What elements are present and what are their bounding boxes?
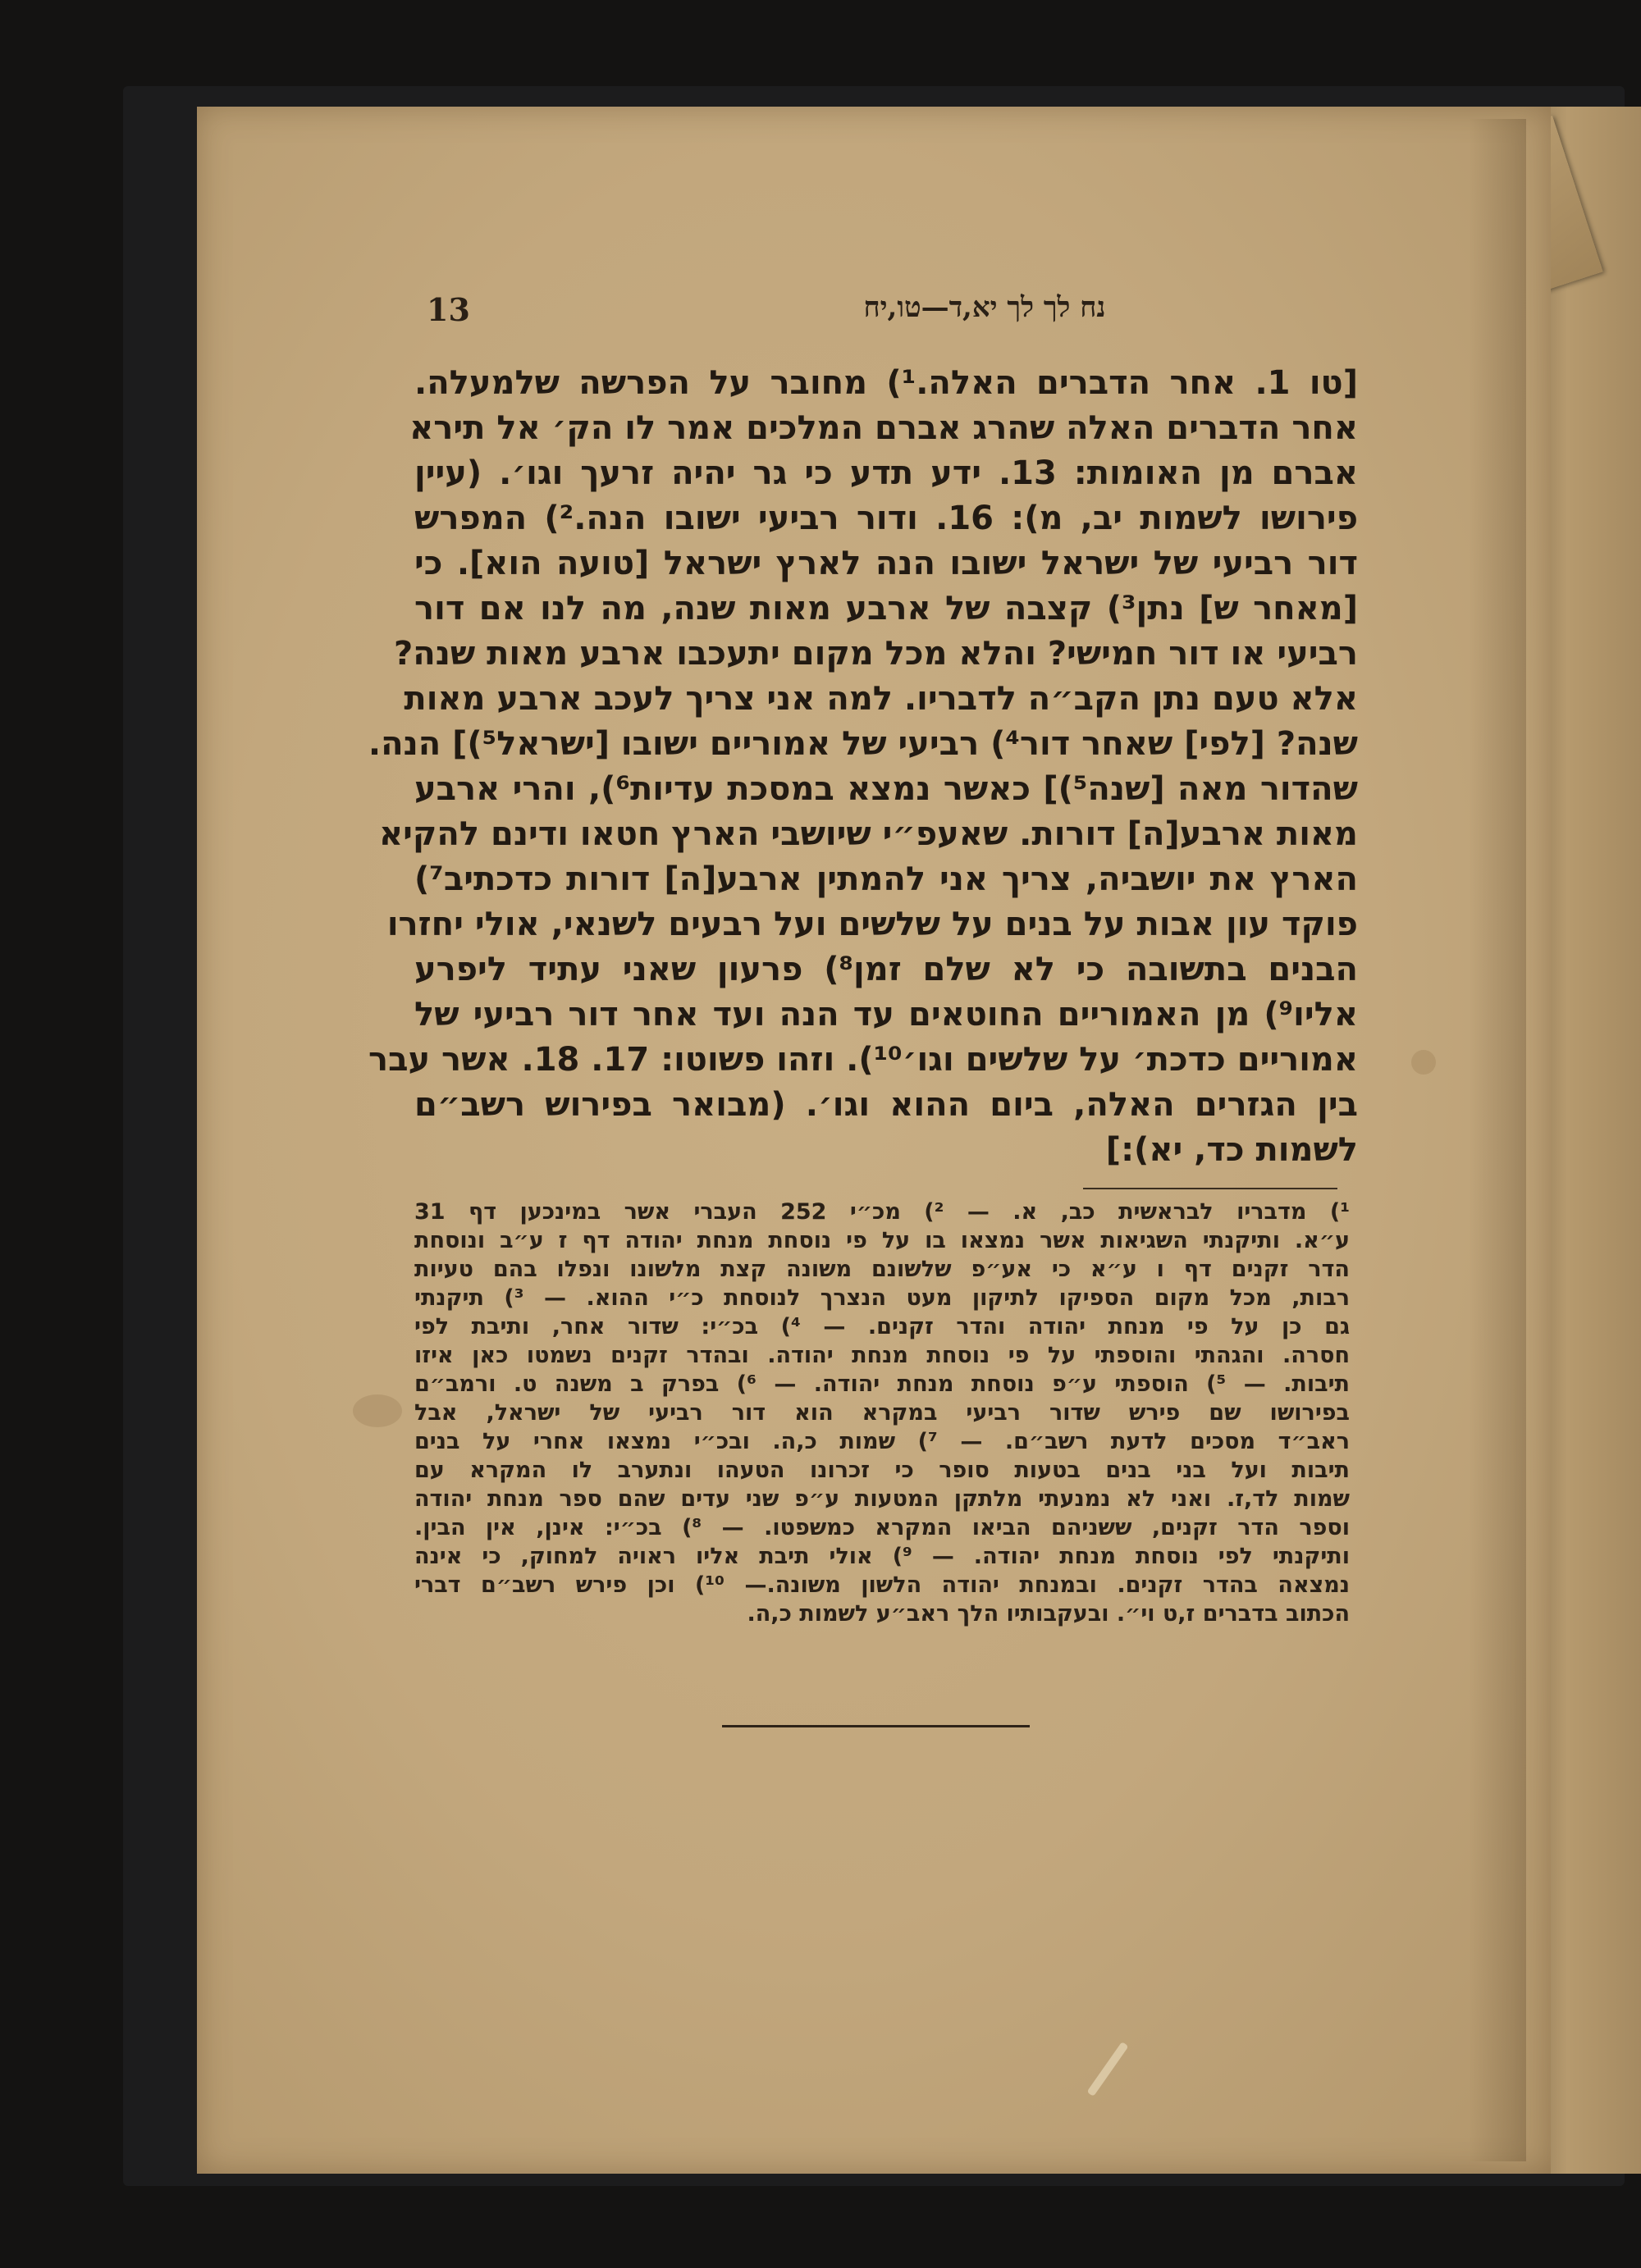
- text-line: מאות ארבע[ה] דורות. שאעפ״י שיושבי הארץ חטאו ודינם להקיא: [379, 815, 1358, 853]
- footnote-line: תיבות ועל בני בנים בטעות סופר כי זכרונו הטעהו ונתערב לו המקרא עם: [414, 1458, 1350, 1483]
- footnote-line: ראב״ד מסכים לדעת רשב״ם. — ⁷) שמות כ,ה. ובכ״י נמצאו אחרי על בנים: [414, 1429, 1350, 1454]
- main-text-block: [368, 361, 1359, 1173]
- footnote-line: ¹) מדבריו לבראשית כב, א. — ²) מכ״י 252 העברי אשר במינכען דף 31: [414, 1199, 1351, 1225]
- footnote-line: גם כן על פי מנחת יהודה והדר זקנים. — ⁴) בכ״י: שדור אחר, ותיבת לפי: [414, 1314, 1351, 1339]
- text-line: פוקד עון אבות על בנים על שלשים ועל רבעים לשנאי, אולי יחזרו: [386, 906, 1358, 943]
- footnote-line: הכתוב בדברים ז,ט וי״. ובעקבותיו הלך ראב״ע לשמות כ,ה.: [747, 1601, 1350, 1627]
- running-head: נח לך לך יא,ד—טו,יח: [863, 291, 1106, 324]
- text-line: [מאחר ש] נתן³) קצבה של ארבע מאות שנה, מה לנו אם דור: [414, 590, 1359, 627]
- footnote-line: נמצאה בהדר זקנים. ובמנחת יהודה הלשון משונה.— ¹⁰) וכן פירש רשב״ם דברי: [414, 1572, 1350, 1598]
- footnote-line: ע״א. ותיקנתי השגיאות אשר נמצאו בו על פי נוסחת מנחת יהודה דף ז ע״ב ונוסחת: [414, 1228, 1350, 1253]
- text-line: בין הגזרים האלה, ביום ההוא וגו׳. (מבואר בפירוש רשב״ם: [414, 1086, 1358, 1124]
- footnote-line: הדר זקנים דף ו ע״א כי אע״פ שלשונם משונה קצת מלשונו ונפלו בהם טעיות: [414, 1257, 1350, 1282]
- page-stain: [1411, 1050, 1436, 1075]
- text-line: רביעי או דור חמישי? והלא מכל מקום יתעכבו ארבע מאות שנה?: [394, 635, 1358, 673]
- text-line: [טו 1. אחר הדברים האלה.¹) מחובר על הפרשה שלמעלה.: [414, 364, 1358, 402]
- page-stain: [353, 1394, 402, 1427]
- footnote-line: חסרה. והגהתי והוספתי על פי נוסחת מנחת יהודה. ובהדר זקנים נשמטו כאן איזו: [414, 1343, 1350, 1368]
- text-line: דור רביעי של ישראל ישובו הנה לארץ ישראל [טועה הוא]. כי: [414, 545, 1358, 582]
- footnote-line: ותיקנתי לפי נוסחת מנחת יהודה. — ⁹) אולי תיבת אליו ראויה למחוק, כי אינה: [414, 1544, 1350, 1569]
- footnotes-block: [414, 1198, 1350, 1628]
- text-line: לשמות כד, יא):]: [1105, 1131, 1358, 1169]
- text-line: הבנים בתשובה כי לא שלם זמן⁸) פרעון שאני עתיד ליפרע: [414, 951, 1358, 988]
- text-line: אברם מן האומות: 13. ידע תדע כי גר יהיה זרעך וגו׳. (עיין: [414, 454, 1359, 492]
- footnote-line: וספר הדר זקנים, ששניהם הביאו המקרא כמשפטו. — ⁸) בכ״י: אינן, אין הבין.: [414, 1515, 1350, 1540]
- footnote-line: בפירושו שם פירש שדור רביעי במקרא הוא דור רביעי של ישראל, אבל: [414, 1400, 1350, 1426]
- text-line: שנה? [לפי] שאחר דור⁴) רביעי של אמוריים ישובו [ישראל⁵)] הנה.: [368, 725, 1358, 763]
- footnote-line: רבות, מכל מקום הספיקו לתיקון מעט הנצרך לנוסחת כ״י ההוא. — ³) תיקנתי: [414, 1285, 1350, 1311]
- text-line: אלא טעם נתן הקב״ה לדבריו. למה אני צריך לעכב ארבע מאות: [404, 680, 1358, 718]
- text-line: שהדור מאה [שנה⁵)] כאשר נמצא במסכת עדיות⁶), והרי ארבע: [414, 770, 1358, 808]
- text-line: אליו⁹) מן האמוריים החוטאים עד הנה ועד אחר דור רביעי של: [414, 996, 1358, 1034]
- text-line: פירושו לשמות יב, מ): 16. ודור רביעי ישובו הנה.²) המפרש: [414, 500, 1358, 537]
- text-line: אמוריים כדכת׳ על שלשים וגו׳¹⁰). וזהו פשוטו: 17. 18. אשר עבר: [368, 1041, 1358, 1079]
- page-number: 13: [427, 291, 470, 328]
- page-shadow: [1469, 119, 1526, 2161]
- text-line: אחר הדברים האלה שהרג אברם המלכים אמר לו הק׳ אל תירא: [409, 409, 1358, 447]
- footnote-line: שמות לד,ז. ואני לא נמנעתי מלתקן המטעות ע״פ שני עדים שהם ספר מנחת יהודה: [414, 1486, 1350, 1512]
- footnote-line: תיבות. — ⁵) הוספתי ע״פ נוסחת מנחת יהודה. — ⁶) בפרק ב משנה ט. ורמב״ם: [414, 1371, 1350, 1397]
- footnote-divider: [1083, 1188, 1337, 1189]
- page-header: [427, 291, 1354, 340]
- text-line: הארץ את יושביה, צריך אני להמתין ארבע[ה] דורות כדכתיב⁷): [414, 860, 1358, 898]
- end-rule: [722, 1725, 1030, 1727]
